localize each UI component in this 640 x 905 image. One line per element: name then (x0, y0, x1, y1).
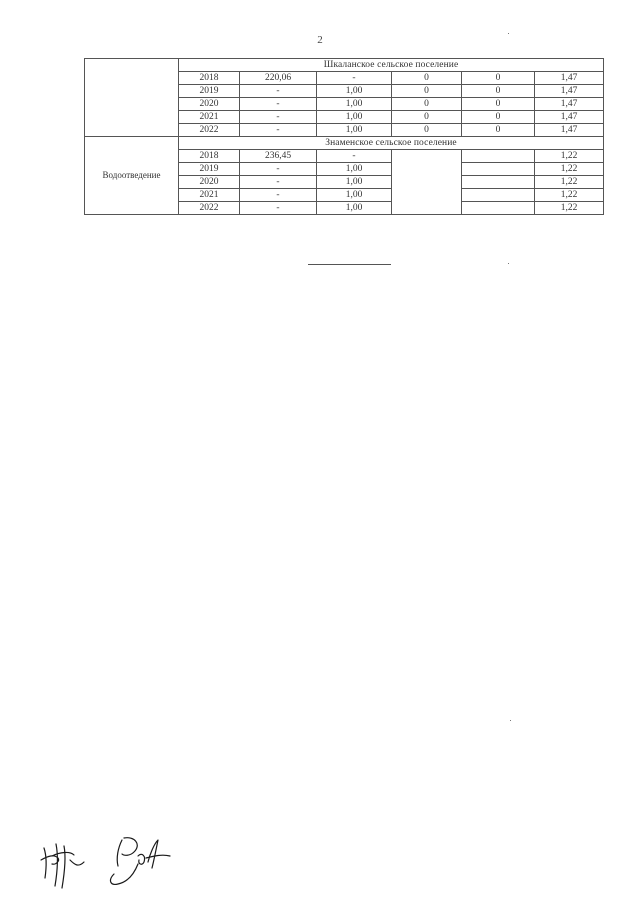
value-cell: 1,47 (535, 124, 604, 137)
scan-speck (508, 263, 509, 264)
value-cell: 1,00 (317, 124, 392, 137)
signature-stroke (122, 838, 137, 856)
year-cell: 2020 (179, 176, 240, 189)
page-number: 2 (317, 34, 323, 46)
value-cell (462, 189, 535, 202)
value-cell: 0 (462, 124, 535, 137)
signature-stroke (70, 860, 84, 865)
value-cell: 1,47 (535, 98, 604, 111)
value-cell: 1,22 (535, 202, 604, 215)
value-cell: 1,00 (317, 202, 392, 215)
value-cell: 1,47 (535, 111, 604, 124)
value-cell: 0 (392, 98, 462, 111)
year-cell: 2022 (179, 202, 240, 215)
signature-stroke (138, 854, 145, 864)
value-cell: 0 (392, 85, 462, 98)
value-cell (462, 150, 535, 163)
scan-speck (510, 720, 511, 721)
tariff-table (84, 58, 604, 215)
value-cell: 1,00 (317, 189, 392, 202)
value-cell: - (240, 189, 317, 202)
value-cell: - (240, 176, 317, 189)
signature-stroke (44, 848, 46, 878)
year-cell: 2018 (179, 72, 240, 85)
end-separator-line (308, 264, 391, 265)
value-cell: 1,22 (535, 176, 604, 189)
settlement-header-row (85, 137, 604, 150)
value-cell: - (317, 150, 392, 163)
year-cell: 2021 (179, 189, 240, 202)
settlement-name: Знаменское сельское поселение (179, 137, 604, 150)
value-cell: 0 (392, 72, 462, 85)
value-cell (462, 163, 535, 176)
value-cell (462, 202, 535, 215)
service-cell: Водоотведение (85, 137, 179, 215)
value-cell: 1,00 (317, 85, 392, 98)
value-cell: - (240, 163, 317, 176)
value-cell: 0 (462, 98, 535, 111)
value-cell: 0 (392, 111, 462, 124)
year-cell: 2019 (179, 85, 240, 98)
value-cell: 1,00 (317, 176, 392, 189)
year-cell: 2022 (179, 124, 240, 137)
signature-stroke (41, 856, 59, 864)
year-cell: 2021 (179, 111, 240, 124)
value-cell: - (240, 85, 317, 98)
settlement-header-row (85, 59, 604, 72)
value-cell: 1,47 (535, 72, 604, 85)
value-cell (392, 150, 462, 215)
value-cell: - (240, 98, 317, 111)
service-cell (85, 59, 179, 137)
year-cell: 2018 (179, 150, 240, 163)
signature-stroke (117, 840, 122, 866)
value-cell: 1,22 (535, 189, 604, 202)
signature-stroke (52, 852, 74, 856)
value-cell: 0 (462, 85, 535, 98)
handwritten-signature (38, 834, 178, 890)
value-cell: 236,45 (240, 150, 317, 163)
value-cell: - (317, 72, 392, 85)
value-cell: 0 (462, 72, 535, 85)
value-cell: 1,47 (535, 85, 604, 98)
scan-speck (508, 33, 509, 34)
value-cell: - (240, 111, 317, 124)
signature-stroke (55, 844, 57, 886)
value-cell: 1,22 (535, 150, 604, 163)
value-cell: 1,00 (317, 163, 392, 176)
value-cell: 0 (462, 111, 535, 124)
value-cell: 0 (392, 124, 462, 137)
settlement-name: Шкаланское сельское поселение (179, 59, 604, 72)
signature-stroke (148, 840, 158, 868)
value-cell: 1,00 (317, 111, 392, 124)
year-cell: 2019 (179, 163, 240, 176)
signature-stroke (111, 864, 138, 884)
value-cell: 1,22 (535, 163, 604, 176)
value-cell: 220,06 (240, 72, 317, 85)
value-cell (462, 176, 535, 189)
value-cell: 1,00 (317, 98, 392, 111)
value-cell: - (240, 124, 317, 137)
year-cell: 2020 (179, 98, 240, 111)
value-cell: - (240, 202, 317, 215)
